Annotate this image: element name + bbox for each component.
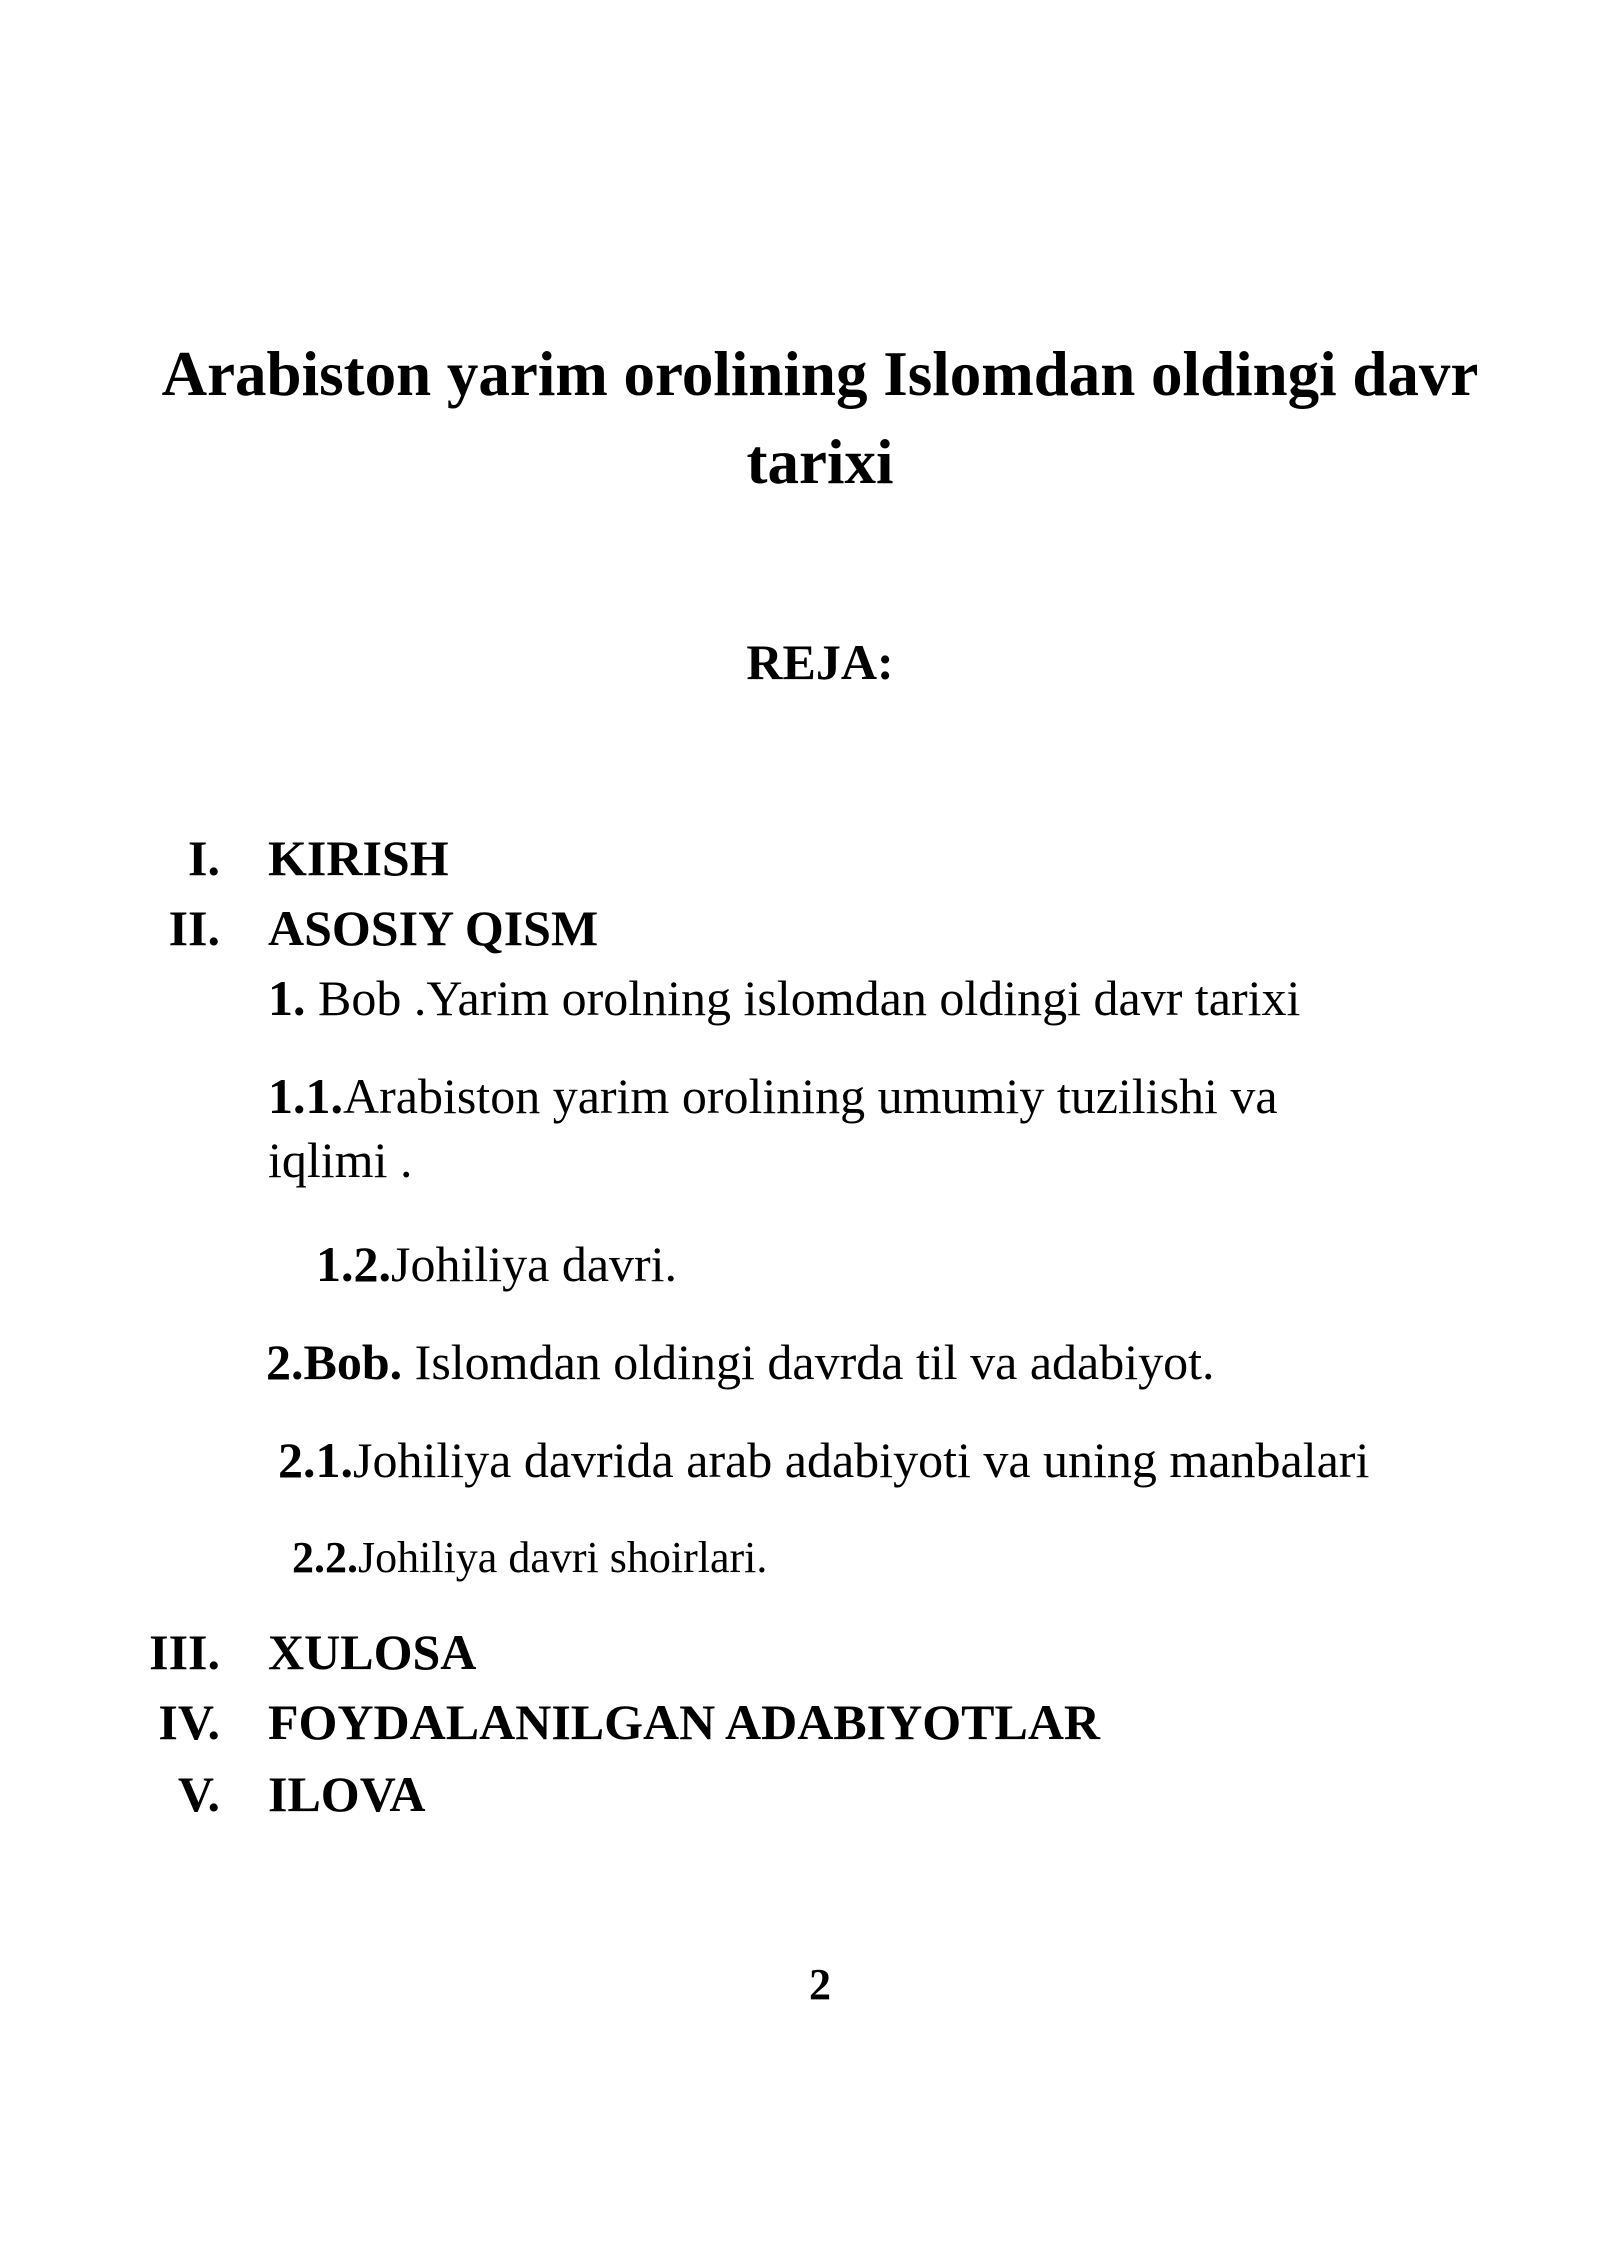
subsection-item xyxy=(266,1330,1215,1394)
subsection-text: Johiliya davri shoirlari. xyxy=(358,1533,768,1582)
section-label: ILOVA xyxy=(268,1766,426,1822)
section-label: ASOSIY QISM xyxy=(268,900,599,956)
subsection-number: 2.1. xyxy=(278,1432,353,1488)
subsection-item xyxy=(278,1428,1369,1492)
subsection-number: 2.2. xyxy=(292,1533,358,1582)
section-label: KIRISH xyxy=(268,830,449,886)
subsection-number: 2.Bob. xyxy=(266,1334,403,1390)
subsection-text: Bob .Yarim orolning islomdan oldingi davr tarixi xyxy=(305,970,1301,1026)
document-title: Arabiston yarim orolining Islomdan oldingi davr tarixi xyxy=(161,339,1479,497)
subsection-text: Arabiston yarim orolining umumiy tuzilishi va iqlimi . xyxy=(268,1068,1278,1188)
page-number: 2 xyxy=(809,1960,831,2009)
section-number: IV. xyxy=(158,1694,220,1750)
subsection-text: Johiliya davri. xyxy=(391,1236,678,1292)
section-label: XULOSA xyxy=(268,1624,477,1680)
subsection-item xyxy=(316,1232,677,1296)
section-number: I. xyxy=(188,830,220,886)
subsection-number: 1.1. xyxy=(268,1068,343,1124)
section-number: III. xyxy=(149,1624,220,1680)
section-label: FOYDALANILGAN ADABIYOTLAR xyxy=(268,1694,1101,1750)
subsection-number: 1.2. xyxy=(316,1236,391,1292)
subsection-text: Islomdan oldingi davrda til va adabiyot. xyxy=(402,1334,1215,1390)
subsection-text: Johiliya davrida arab adabiyoti va uning manbalari xyxy=(353,1432,1370,1488)
subsection-number: 1. xyxy=(268,970,306,1026)
subsection-item xyxy=(268,1064,1398,1192)
section-number: II. xyxy=(168,900,220,956)
subsection-item xyxy=(268,966,1300,1030)
plan-heading: REJA: xyxy=(746,634,894,690)
subsection-item xyxy=(292,1526,767,1590)
section-number: V. xyxy=(177,1766,220,1822)
